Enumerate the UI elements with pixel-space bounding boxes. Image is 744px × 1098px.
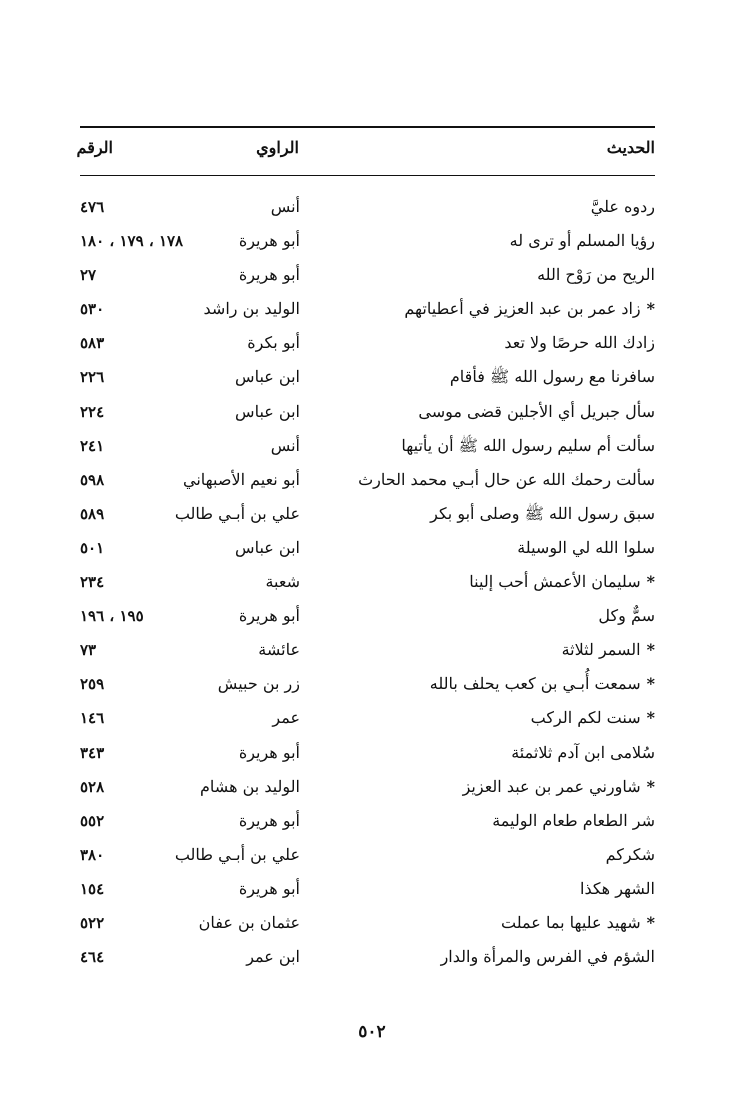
hadith-number: ٤٧٦ (80, 198, 105, 216)
asterisk-marker: * (646, 776, 655, 796)
hadith-number: ٥٩٨ (80, 470, 105, 489)
narrator-name: أنس (270, 435, 300, 455)
hadith-label: سليمان الأعمش أحب إلينا (469, 572, 641, 592)
narrator-name: أبو هريرة (238, 878, 300, 898)
hadith-label: رؤيا المسلم أو ترى له (509, 231, 655, 251)
hadith-number: ٣٨٠ (80, 845, 105, 864)
table-row (80, 667, 655, 701)
hadith-number: ٥٥٢ (80, 811, 105, 830)
hadith-text (510, 224, 655, 258)
table-row (80, 838, 655, 872)
hadith-label: الشؤم في الفرس والمرأة والدار (440, 947, 655, 967)
header-rule (80, 175, 655, 176)
hadith-number: ١٩٥ ، ١٩٦ (80, 607, 144, 626)
table-row (80, 940, 655, 974)
hadith-label: سُلامى ابن آدم ثلاثمئة (511, 742, 655, 762)
hadith-label: سمٌّ وكل (598, 606, 655, 626)
hadith-text (358, 463, 655, 497)
table-row (80, 701, 655, 735)
hadith-text (531, 701, 655, 735)
hadith-text (537, 258, 655, 292)
hadith-text (606, 838, 655, 872)
narrator-name: أنس (270, 197, 300, 216)
hadith-text (401, 429, 655, 463)
hadith-number: ١٤٦ (80, 709, 105, 728)
header-hadith: الحديث (606, 138, 655, 157)
hadith-number: ٥٣٠ (80, 300, 105, 319)
narrator-name: ابن عباس (235, 367, 300, 387)
top-rule (80, 126, 655, 128)
hadith-number: ١٧٨ ، ١٧٩ ، ١٨٠ (80, 232, 184, 251)
narrator-name: علي بن أبـي طالب (174, 844, 300, 864)
table-row (80, 360, 655, 394)
narrator-name: أبو هريرة (238, 606, 300, 626)
asterisk-marker: * (646, 299, 655, 319)
page-number: ٥٠٢ (358, 1022, 386, 1042)
hadith-number: ٥٨٩ (80, 504, 105, 523)
hadith-number: ٣٤٣ (80, 743, 105, 762)
narrator-name: أبو هريرة (238, 231, 300, 251)
hadith-text (504, 326, 655, 360)
table-row (80, 531, 655, 565)
hadith-index-table (80, 190, 655, 974)
table-row (80, 736, 655, 770)
table-row (80, 906, 655, 940)
narrator-name: عثمان بن عفان (198, 912, 300, 932)
hadith-number: ٢٤١ (80, 436, 105, 455)
hadith-number: ٢٥٩ (80, 675, 105, 694)
hadith-label: شكركم (605, 844, 655, 864)
narrator-name: أبو بكرة (247, 333, 300, 353)
header-number: الرقم (76, 138, 113, 157)
hadith-label: الريح من رَوْح الله (537, 265, 655, 285)
hadith-text (418, 395, 655, 429)
asterisk-marker: * (646, 912, 655, 932)
table-row (80, 565, 655, 599)
hadith-text (430, 667, 655, 701)
table-row (80, 190, 655, 224)
hadith-number: ٢٢٦ (80, 368, 105, 387)
hadith-number: ٧٣ (80, 641, 97, 660)
hadith-number: ٢٣٤ (80, 573, 105, 592)
narrator-name: أبو هريرة (238, 810, 300, 830)
table-row (80, 463, 655, 497)
asterisk-marker: * (646, 572, 655, 592)
table-row (80, 395, 655, 429)
narrator-name: علي بن أبـي طالب (174, 503, 300, 523)
narrator-name: أبو نعيم الأصبهاني (182, 469, 300, 489)
asterisk-marker: * (646, 674, 655, 694)
hadith-number: ٢٧ (80, 266, 97, 285)
narrator-name: ابن عباس (235, 401, 300, 421)
table-row (80, 599, 655, 633)
hadith-label: سمعت أُبـي بن كعب يحلف بالله (429, 674, 641, 694)
hadith-label: شهيد عليها بما عملت (501, 912, 641, 932)
hadith-label: السمر لثلاثة (561, 640, 641, 660)
asterisk-marker: * (646, 640, 655, 660)
table-row (80, 292, 655, 326)
hadith-text (441, 940, 655, 974)
table-row (80, 633, 655, 667)
hadith-text (511, 736, 655, 770)
table-row (80, 224, 655, 258)
table-row (80, 326, 655, 360)
hadith-number: ٥٢٢ (80, 913, 105, 932)
narrator-name: الوليد بن راشد (203, 299, 300, 319)
table-row (80, 429, 655, 463)
hadith-text (492, 804, 655, 838)
narrator-name: عائشة (258, 640, 300, 660)
narrator-name: ابن عمر (246, 947, 300, 967)
narrator-name: أبو هريرة (238, 265, 300, 285)
hadith-text (598, 599, 655, 633)
hadith-text (463, 770, 655, 804)
hadith-text (580, 872, 655, 906)
narrator-name: الوليد بن هشام (200, 776, 300, 796)
hadith-label: زادك الله حرصًا ولا تعد (504, 333, 655, 353)
narrator-name: أبو هريرة (238, 742, 300, 762)
table-row (80, 770, 655, 804)
hadith-label: سلوا الله لي الوسيلة (517, 537, 655, 557)
hadith-text (469, 565, 655, 599)
hadith-text (562, 633, 655, 667)
hadith-label: زاد عمر بن عبد العزيز في أعطياتهم (404, 299, 641, 319)
hadith-label: سأل جبريل أي الأجلين قضى موسى (418, 401, 655, 421)
hadith-label: سافرنا مع رسول الله ﷺ فأقام (449, 367, 655, 387)
hadith-text (501, 906, 655, 940)
narrator-name: ابن عباس (235, 537, 300, 557)
hadith-label: سألت أم سليم رسول الله ﷺ أن يأتيها (401, 435, 655, 455)
hadith-text (404, 292, 655, 326)
hadith-number: ٥٠١ (80, 538, 105, 557)
hadith-text (517, 531, 655, 565)
hadith-label: سألت رحمك الله عن حال أبـي محمد الحارث (358, 469, 655, 489)
hadith-label: الشهر هكذا (580, 878, 655, 898)
hadith-label: سبق رسول الله ﷺ وصلى أبو بكر (430, 503, 655, 523)
table-row (80, 804, 655, 838)
hadith-text (450, 360, 655, 394)
table-row (80, 258, 655, 292)
hadith-label: شاورني عمر بن عبد العزيز (462, 776, 641, 796)
narrator-name: زر بن حبيش (217, 674, 300, 694)
header-narrator: الراوي (256, 138, 299, 157)
hadith-number: ٢٢٤ (80, 402, 105, 421)
hadith-label: شر الطعام طعام الوليمة (492, 810, 655, 830)
hadith-label: ردوه عليَّ (590, 197, 655, 216)
asterisk-marker: * (646, 708, 655, 728)
hadith-number: ٤٦٤ (80, 948, 105, 967)
narrator-name: عمر (272, 708, 300, 728)
hadith-number: ٥٢٨ (80, 777, 105, 796)
hadith-label: سنت لكم الركب (530, 708, 641, 728)
hadith-number: ٥٨٣ (80, 334, 105, 353)
hadith-text (430, 497, 655, 531)
hadith-text (591, 190, 655, 224)
table-row (80, 497, 655, 531)
hadith-number: ١٥٤ (80, 879, 105, 898)
table-row (80, 872, 655, 906)
narrator-name: شعبة (265, 572, 300, 592)
